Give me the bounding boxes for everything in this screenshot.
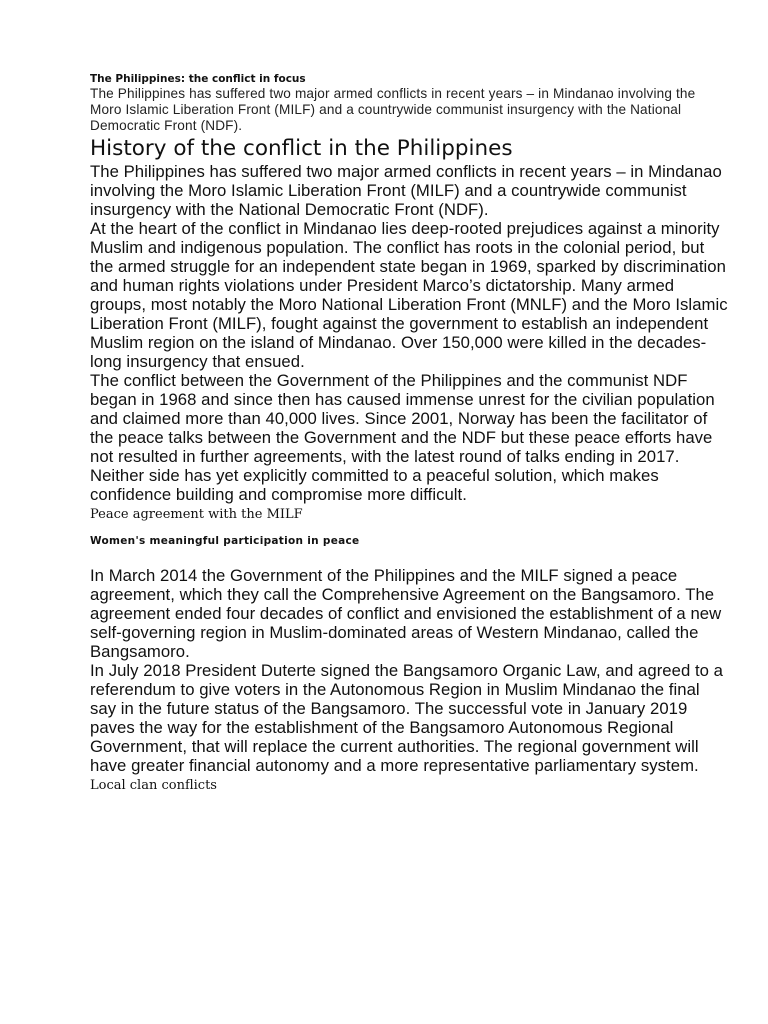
body-paragraph: In July 2018 President Duterte signed the Bangsamoro Organic Law, and agreed to a referendum to give voters in the Autonomous Region in Muslim Mindanao the final say in the future status of the Bangsamoro. The successful vote in January 2019 paves the way for the establishment of the Bangsamoro Autonomous Regional Government, that will replace the current authorities. The regional government will have greater financial autonomy and a more representative parliamentary system. <box>90 661 724 775</box>
subheading-milf: Peace agreement with the MILF <box>90 507 303 522</box>
document-page <box>90 72 730 795</box>
body-paragraph: At the heart of the conflict in Mindanao lies deep-rooted prejudices against a minority Muslim and indigenous population. The conflict has roots in the colonial period, but the armed struggle for an independent state began in 1969, sparked by discrimination and human rights violations under President Marco’s dictatorship. Many armed groups, most notably the Moro National Liberation Front (MNLF) and the Moro Islamic Liberation Front (MILF), fought against the government to establish an independent Muslim region on the island of Mindanao. Over 150,000 were killed in the decades-long insurgency that ensued. <box>90 219 728 371</box>
intro-paragraph: The Philippines has suffered two major armed conflicts in recent years – in Mindanao involving the Moro Islamic Liberation Front (MILF) and a countrywide communist insurgency with the National Democratic Front (NDF). <box>90 86 696 133</box>
body-paragraph: The Philippines has suffered two major armed conflicts in recent years – in Mindanao involving the Moro Islamic Liberation Front (MILF) and a countrywide communist insurgency with the National Democratic Front (NDF). <box>90 162 722 219</box>
body-paragraph: The conflict between the Government of the Philippines and the communist NDF began in 1968 and since then has caused immense unrest for the civilian population and claimed more than 40,000 lives. Since 2001, Norway has been the facilitator of the peace talks between the Government and the NDF but these peace efforts have not resulted in further agreements, with the latest round of talks ending in 2017. Neither side has yet explicitly committed to a peaceful solution, which makes confidence building and compromise more difficult. <box>90 371 715 504</box>
women-participation-heading: Women's meaningful participation in peace <box>90 535 360 547</box>
section-heading-history: History of the conflict in the Philippines <box>90 136 513 161</box>
body-paragraph: In March 2014 the Government of the Philippines and the MILF signed a peace agreement, which they call the Comprehensive Agreement on the Bangsamoro. The agreement ended four decades of conflict and envisioned the establishment of a new self-governing region in Muslim-dominated areas of Western Mindanao, called the Bangsamoro. <box>90 566 722 661</box>
subheading-clan-conflicts: Local clan conflicts <box>90 778 217 793</box>
document-title: The Philippines: the conflict in focus <box>90 73 306 85</box>
